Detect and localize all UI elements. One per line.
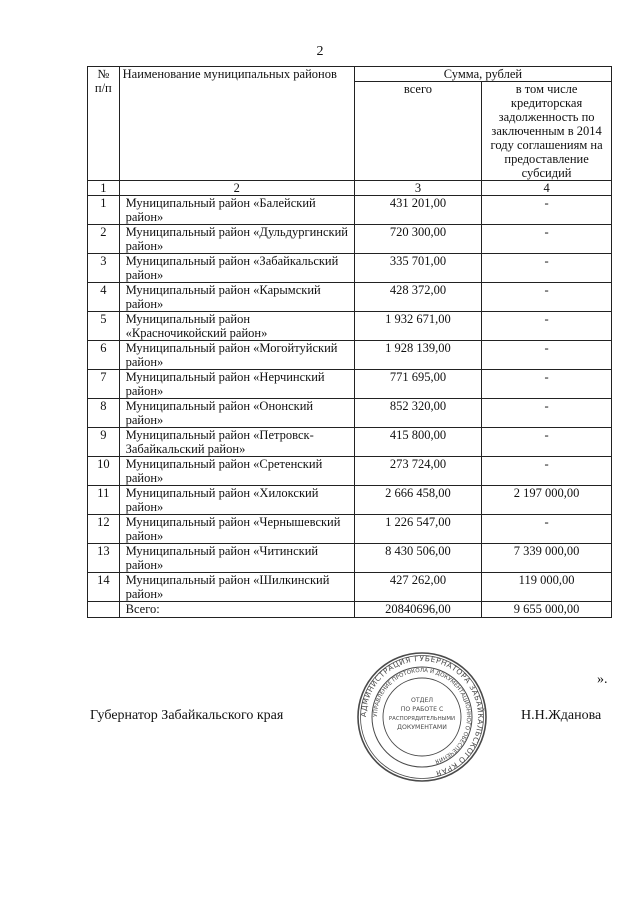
district-name: Муниципальный район «Забайкальский район» <box>119 254 354 283</box>
row-sub: 119 000,00 <box>482 573 612 602</box>
districts-table <box>87 66 612 618</box>
table-row <box>88 544 612 573</box>
signatory-name: Н.Н.Жданова <box>521 708 602 723</box>
row-num: 3 <box>88 254 120 283</box>
district-name: Муниципальный район «Балейский район» <box>119 196 354 225</box>
district-name: Муниципальный район «Хилокский район» <box>119 486 354 515</box>
table-row <box>88 457 612 486</box>
row-total: 1 928 139,00 <box>354 341 481 370</box>
header-name: Наименование муниципальных районов <box>119 67 354 181</box>
header-row-1 <box>88 67 612 82</box>
stamp-center-line: ОТДЕЛ <box>410 697 434 704</box>
stamp-inner-ring-text: УПРАВЛЕНИЕ ПРОТОКОЛА И ДОКУМЕНТАЦИОННОГО ОБЕСПЕЧЕНИЯ <box>372 667 472 764</box>
row-sub: - <box>482 457 612 486</box>
stamp-center-line: ПО РАБОТЕ С <box>400 706 444 713</box>
district-name: Муниципальный район «Шилкинский район» <box>119 573 354 602</box>
row-total: 771 695,00 <box>354 370 481 399</box>
row-total: 1 932 671,00 <box>354 312 481 341</box>
column-index-row <box>88 181 612 196</box>
district-name: Муниципальный район «Могойтуйский район» <box>119 341 354 370</box>
header-sum: Сумма, рублей <box>354 67 611 82</box>
row-sub: 7 339 000,00 <box>482 544 612 573</box>
row-total: 273 724,00 <box>354 457 481 486</box>
official-stamp-icon <box>356 651 488 783</box>
row-num: 10 <box>88 457 120 486</box>
district-name: Муниципальный район «Дульдургинский район» <box>119 225 354 254</box>
row-total: 720 300,00 <box>354 225 481 254</box>
table-row <box>88 312 612 341</box>
row-sub: - <box>482 254 612 283</box>
total-row-total: 20840696,00 <box>354 602 481 618</box>
district-name: Муниципальный район «Нерчинский район» <box>119 370 354 399</box>
row-total: 428 372,00 <box>354 283 481 312</box>
signatory-position: Губернатор Забайкальского края <box>90 708 284 723</box>
row-num: 9 <box>88 428 120 457</box>
column-index: 1 <box>88 181 120 196</box>
table-row <box>88 196 612 225</box>
column-index: 2 <box>119 181 354 196</box>
total-row-label: Всего: <box>119 602 354 618</box>
row-num: 1 <box>88 196 120 225</box>
district-name: Муниципальный район «Красночикойский район» <box>119 312 354 341</box>
row-num: 5 <box>88 312 120 341</box>
total-row-sub: 9 655 000,00 <box>482 602 612 618</box>
stamp-outer-text: АДМИНИСТРАЦИЯ ГУБЕРНАТОРА ЗАБАЙКАЛЬСКОГО КРАЯ <box>358 653 486 779</box>
stamp-center-line: РАСПОРЯДИТЕЛЬНЫМИ <box>388 716 456 722</box>
row-num: 12 <box>88 515 120 544</box>
column-index: 4 <box>482 181 612 196</box>
row-total: 8 430 506,00 <box>354 544 481 573</box>
row-num: 7 <box>88 370 120 399</box>
header-sub: в том числе кредиторская задолженность по заключенным в 2014 году соглашениям на предоставление субсидий <box>482 82 612 181</box>
row-total: 335 701,00 <box>354 254 481 283</box>
row-num: 11 <box>88 486 120 515</box>
table-row <box>88 341 612 370</box>
header-num: № п/п <box>88 67 120 181</box>
stamp-center-line: ДОКУМЕНТАМИ <box>397 724 447 731</box>
table-row <box>88 515 612 544</box>
row-total: 852 320,00 <box>354 399 481 428</box>
row-sub: - <box>482 312 612 341</box>
row-num: 6 <box>88 341 120 370</box>
row-sub: - <box>482 283 612 312</box>
row-total: 415 800,00 <box>354 428 481 457</box>
table-row <box>88 573 612 602</box>
table-row <box>88 283 612 312</box>
row-total: 2 666 458,00 <box>354 486 481 515</box>
row-sub: 2 197 000,00 <box>482 486 612 515</box>
table-row <box>88 399 612 428</box>
row-sub: - <box>482 370 612 399</box>
total-row-num <box>88 602 120 618</box>
row-num: 14 <box>88 573 120 602</box>
district-name: Муниципальный район «Читинский район» <box>119 544 354 573</box>
row-sub: - <box>482 341 612 370</box>
row-sub: - <box>482 428 612 457</box>
row-num: 2 <box>88 225 120 254</box>
district-name: Муниципальный район «Карымский район» <box>119 283 354 312</box>
column-index: 3 <box>354 181 481 196</box>
row-num: 8 <box>88 399 120 428</box>
table-row <box>88 254 612 283</box>
row-total: 431 201,00 <box>354 196 481 225</box>
row-total: 427 262,00 <box>354 573 481 602</box>
closing-quote: ». <box>597 672 608 687</box>
table-row <box>88 428 612 457</box>
district-name: Муниципальный район «Сретенский район» <box>119 457 354 486</box>
header-total: всего <box>354 82 481 181</box>
page-number: 2 <box>316 44 324 59</box>
row-sub: - <box>482 399 612 428</box>
district-name: Муниципальный район «Петровск-Забайкальский район» <box>119 428 354 457</box>
row-num: 13 <box>88 544 120 573</box>
row-sub: - <box>482 196 612 225</box>
district-name: Муниципальный район «Ононский район» <box>119 399 354 428</box>
table-row <box>88 370 612 399</box>
table-row <box>88 486 612 515</box>
table-row <box>88 225 612 254</box>
total-row <box>88 602 612 618</box>
row-num: 4 <box>88 283 120 312</box>
row-sub: - <box>482 515 612 544</box>
row-total: 1 226 547,00 <box>354 515 481 544</box>
row-sub: - <box>482 225 612 254</box>
district-name: Муниципальный район «Чернышевский район» <box>119 515 354 544</box>
